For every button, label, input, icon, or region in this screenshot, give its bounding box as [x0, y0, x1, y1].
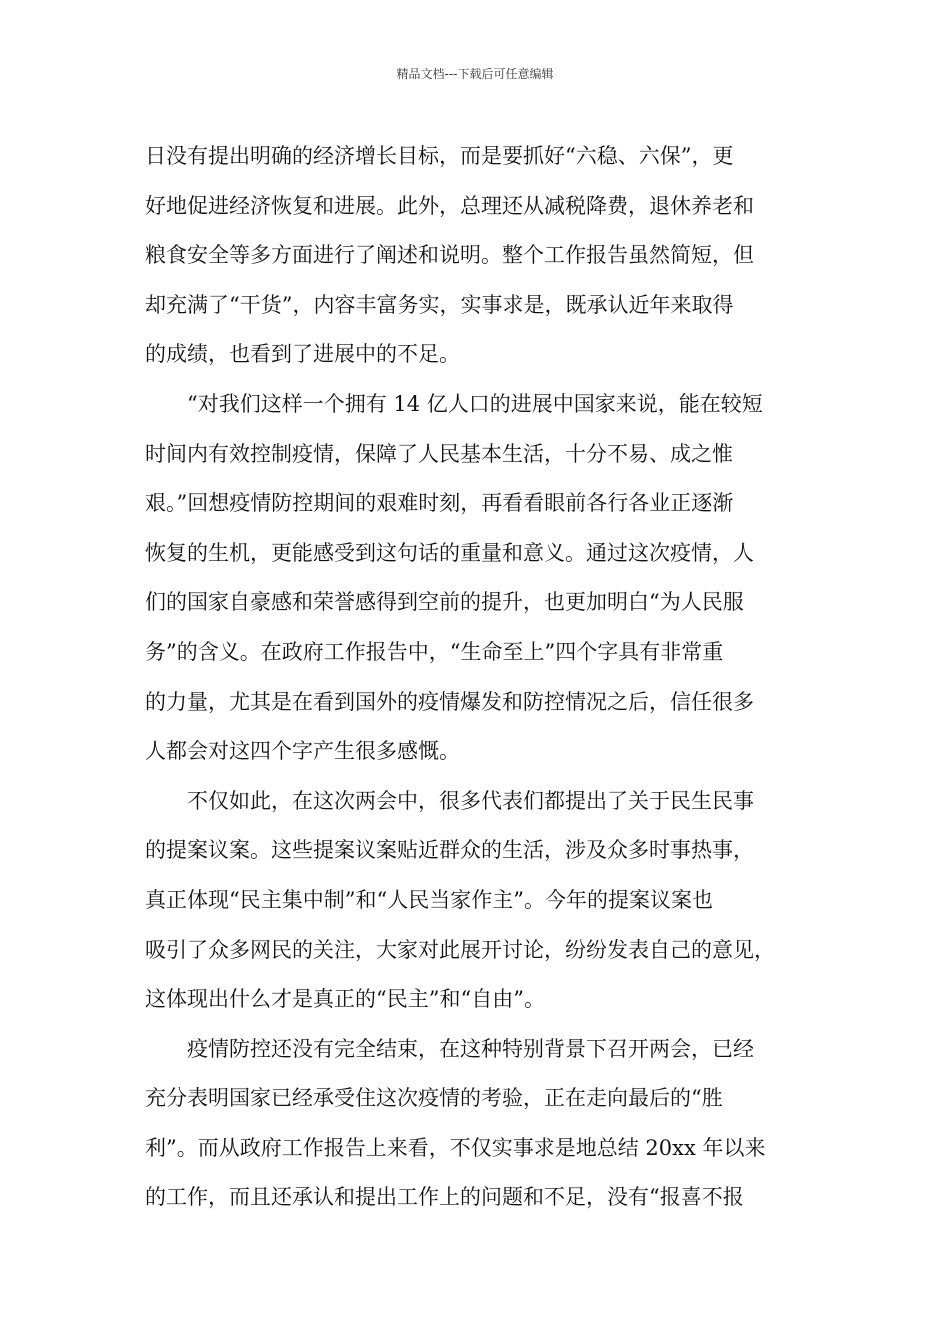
paragraph-1 [145, 132, 825, 380]
text-line: 们的国家自豪感和荣誉感得到空前的提升，也更加明白“为人民服 [145, 590, 744, 615]
page-header: 精品文档---下载后可任意编辑 [396, 67, 554, 81]
text-line: 真正体现“民主集中制”和“人民当家作主”。今年的提案议案也 [145, 887, 713, 912]
text-line: 却充满了“干货”，内容丰富务实，实事求是，既承认近年来取得 [145, 292, 734, 317]
document-body [145, 132, 825, 1223]
paragraph-4 [145, 1025, 825, 1223]
text-line: 不仅如此，在这次两会中，很多代表们都提出了关于民生民事 [187, 788, 754, 813]
text-line: “对我们这样一个拥有 14 亿人口的进展中国家来说，能在较短 [187, 391, 763, 416]
text-line: 疫情防控还没有完全结束，在这种特别背景下召开两会，已经 [187, 1036, 754, 1061]
paragraph-3 [145, 777, 825, 1025]
text-line: 的工作，而且还承认和提出工作上的问题和不足，没有“报喜不报 [145, 1185, 744, 1210]
text-line: 的成绩，也看到了进展中的不足。 [145, 342, 460, 367]
text-line: 恢复的生机，更能感受到这句话的重量和意义。通过这次疫情，人 [145, 540, 754, 565]
text-line: 利”。而从政府工作报告上来看，不仅实事求是地总结 20xx 年以来 [145, 1135, 766, 1160]
text-line: 时间内有效控制疫情，保障了人民基本生活，十分不易、成之惟 [145, 441, 733, 466]
text-line: 人都会对这四个字产生很多感慨。 [145, 739, 460, 764]
text-line: 的提案议案。这些提案议案贴近群众的生活，涉及众多时事热事， [145, 838, 754, 863]
text-line: 粮食安全等多方面进行了阐述和说明。整个工作报告虽然简短，但 [145, 243, 754, 268]
text-line: 充分表明国家已经承受住这次疫情的考验，正在走向最后的“胜 [145, 1086, 723, 1111]
text-line: 吸引了众多网民的关注，大家对此展开讨论，纷纷发表自己的意见， [145, 937, 775, 962]
text-line: 日没有提出明确的经济增长目标，而是要抓好“六稳、六保”，更 [145, 144, 734, 168]
text-line: 艰。”回想疫情防控期间的艰难时刻，再看看眼前各行各业正逐渐 [145, 491, 734, 516]
text-line: 好地促进经济恢复和进展。此外，总理还从减税降费，退休养老和 [145, 193, 754, 218]
text-line: 务”的含义。在政府工作报告中，“生命至上”四个字具有非常重 [145, 639, 724, 664]
paragraph-2 [145, 380, 825, 777]
text-line: 这体现出什么才是真正的“民主”和“自由”。 [145, 987, 545, 1012]
text-line: 的力量，尤其是在看到国外的疫情爆发和防控情况之后，信任很多 [145, 689, 754, 714]
